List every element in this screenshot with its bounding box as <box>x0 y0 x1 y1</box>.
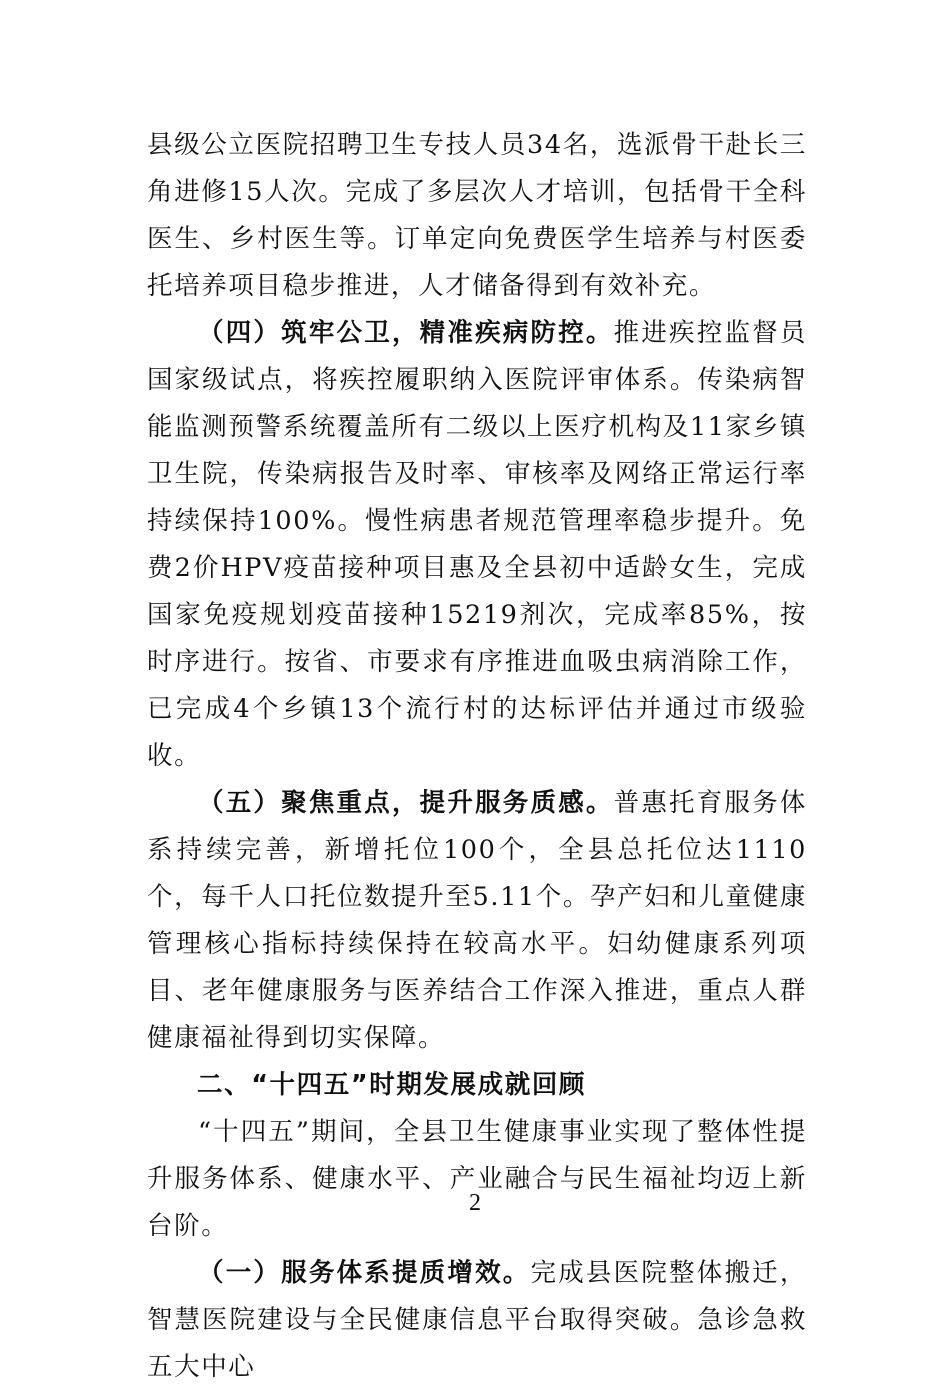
paragraph-text: 普惠托育服务体系持续完善，新增托位100个，全县总托位达1110个，每千人口托位数提升至5.11个。孕产妇和儿童健康管理核心指标持续保持在较高水平。妇幼健康系列项目、老年健康服务与医养结合工作深入推进，重点人群健康福祉得到切实保障。 <box>147 788 807 1053</box>
paragraph-service-quality <box>147 780 807 1062</box>
page-number: 2 <box>469 1190 481 1216</box>
paragraph-text: 完成县医院整体搬迁，智慧医院建设与全民健康信息平台取得突破。急诊急救五大中心 <box>147 1258 807 1382</box>
paragraph-disease-control <box>147 310 807 780</box>
paragraph-text: 推进疾控监督员国家级试点，将疾控履职纳入医院评审体系。传染病智能监测预警系统覆盖所有二级以上医疗机构及11家乡镇卫生院，传染病报告及时率、审核率及网络正常运行率持续保持100%。慢性病患者规范管理率稳步提升。免费2价HPV疫苗接种项目惠及全县初中适龄女生，完成国家免疫规划疫苗接种15219剂次，完成率85%，按时序进行。按省、市要求有序推进血吸虫病消除工作，已完成4个乡镇13个流行村的达标评估并通过市级验收。 <box>147 318 807 771</box>
paragraph-lead-heading: （一）服务体系提质增效。 <box>198 1258 531 1288</box>
paragraph-service-system <box>147 1250 807 1391</box>
paragraph-talent-training <box>147 122 807 310</box>
paragraph-text: 县级公立医院招聘卫生专技人员34名，选派骨干赴长三角进修15人次。完成了多层次人才培训，包括骨干全科医生、乡村医生等。订单定向免费医学生培养与村医委托培养项目稳步推进，人才储备得到有效补充。 <box>147 130 807 301</box>
paragraph-section-intro <box>147 1109 807 1250</box>
paragraph-text: “十四五”期间，全县卫生健康事业实现了整体性提升服务体系、健康水平、产业融合与民生福祉均迈上新台阶。 <box>147 1117 807 1241</box>
section-heading: 二、“十四五”时期发展成就回顾 <box>197 1070 587 1100</box>
paragraph-lead-heading: （五）聚焦重点，提升服务质感。 <box>198 788 614 818</box>
paragraph-lead-heading: （四）筑牢公卫，精准疾病防控。 <box>198 318 614 348</box>
